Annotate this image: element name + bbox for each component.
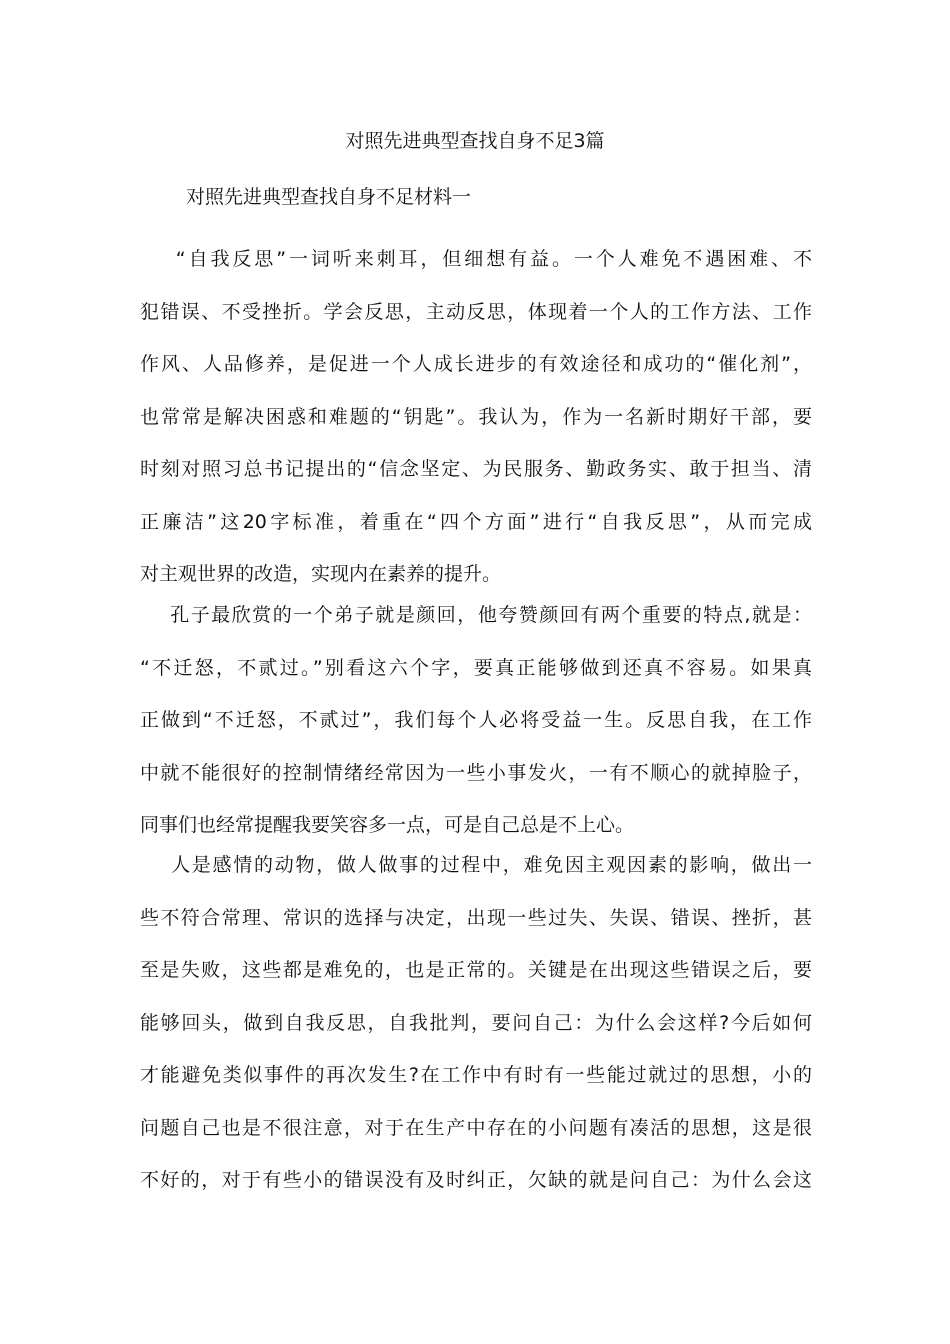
paragraph-line: 问题自己也是不很注意，对于在生产中存在的小问题有凑活的思想，这是很 [140,1116,812,1139]
paragraph-1 [140,244,812,612]
paragraph-line: 不好的，对于有些小的错误没有及时纠正，欠缺的就是问自己：为什么会这 [140,1169,812,1191]
paragraph-line: 至是失败，这些都是难免的，也是正常的。关键是在出现这些错误之后，要 [140,959,812,981]
paragraph-line: 人是感情的动物，做人做事的过程中，难免因主观因素的影响，做出一 [140,854,812,876]
paragraph-line: 正做到“不迁怒，不贰过”，我们每个人必将受益一生。反思自我，在工作 [140,709,812,731]
document-title: 对照先进典型查找自身不足3篇 [345,130,605,152]
paragraph-line: 正廉洁”这20字标准，着重在“四个方面”进行“自我反思”，从而完成 [140,510,812,533]
paragraph-line: “不迁怒，不贰过。”别看这六个字，要真正能够做到还真不容易。如果真 [140,656,812,679]
paragraph-line: 也常常是解决困惑和难题的“钥匙”。我认为，作为一名新时期好干部，要 [140,405,812,428]
paragraph-line: 作风、人品修养，是促进一个人成长进步的有效途径和成功的“催化剂”， [140,353,812,375]
paragraph-line: 能够回头，做到自我反思，自我批判，要问自己：为什么会这样?今后如何 [140,1011,812,1034]
paragraph-line: 中就不能很好的控制情绪经常因为一些小事发火，一有不顺心的就掉脸子， [140,761,812,784]
paragraph-line: 才能避免类似事件的再次发生?在工作中有时有一些能过就过的思想，小的 [140,1064,812,1086]
paragraph-2 [140,600,812,863]
paragraph-line: 孔子最欣赏的一个弟子就是颜回，他夸赞颜回有两个重要的特点,就是： [140,604,812,626]
paragraph-line: 些不符合常理、常识的选择与决定，出现一些过失、失误、错误、挫折，甚 [140,906,812,929]
section-heading: 对照先进典型查找自身不足材料一 [186,186,472,208]
paragraph-line: 对主观世界的改造，实现内在素养的提升。 [140,563,502,585]
paragraph-line: 同事们也经常提醒我要笑容多一点，可是自己总是不上心。 [140,814,635,836]
paragraph-line: 时刻对照习总书记提出的“信念坚定、为民服务、勤政务实、敢于担当、清 [140,458,812,480]
paragraph-line: “自我反思”一词听来刺耳，但细想有益。一个人难免不遇困难、不 [140,248,812,270]
paragraph-3 [140,850,812,1218]
paragraph-line: 犯错误、不受挫折。学会反思，主动反思，体现着一个人的工作方法、工作 [140,300,812,323]
